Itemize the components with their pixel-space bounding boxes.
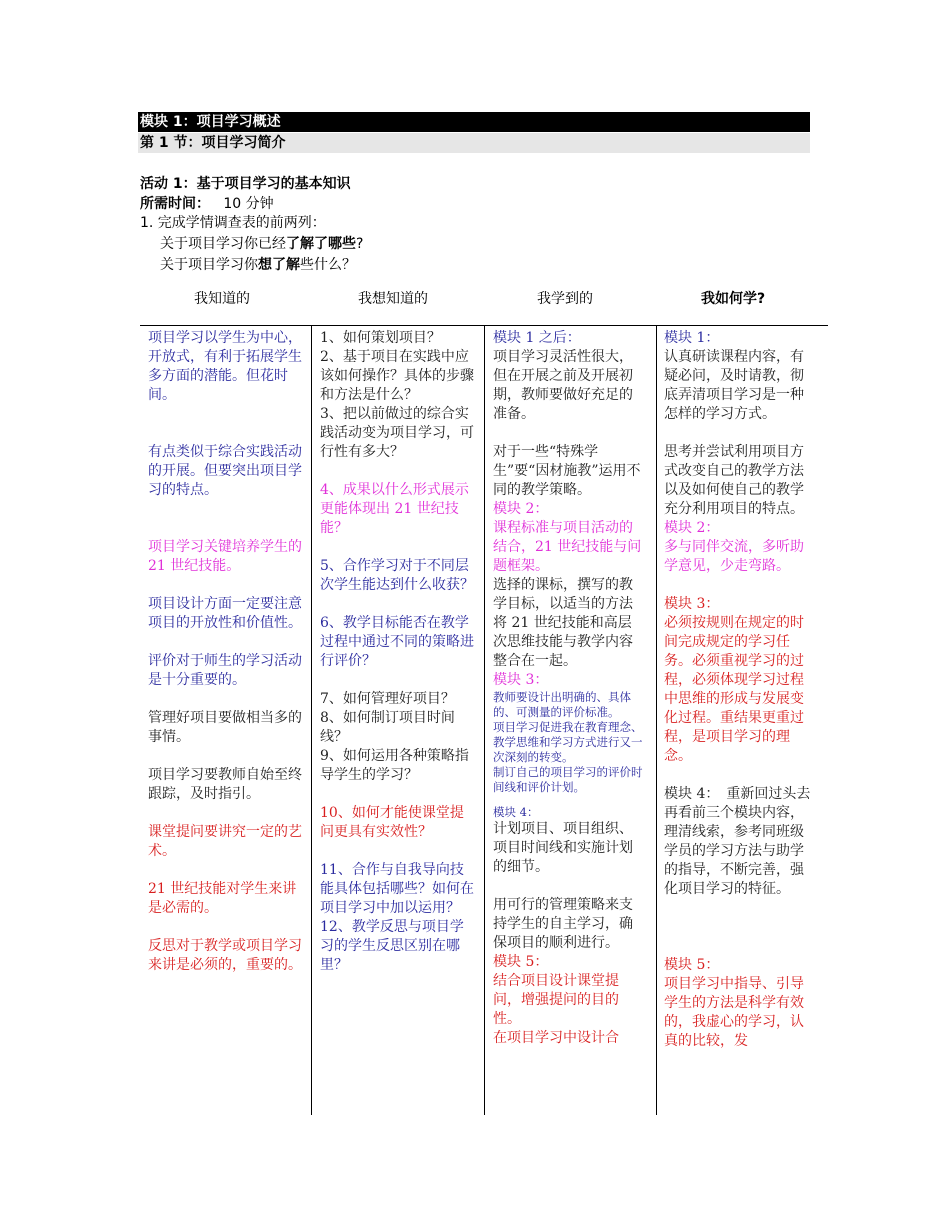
header-want-to-know: 我想知道的	[358, 291, 428, 307]
learned-item: 制订自己的项目学习的评价时间线和评价计划。	[493, 765, 643, 794]
question-1-pre: 关于项目学习你已经	[160, 236, 286, 252]
how-item: 模块 4： 重新回过头去再看前三个模块内容，理清线索，参考同班级学员的学习方法与助学的指导，不断完善，强化项目学习的特征。	[664, 786, 811, 897]
instructions	[140, 213, 363, 276]
section-title-bar: 第 1 节：项目学习简介	[138, 133, 810, 153]
learned-heading: 模块 5：	[493, 954, 549, 970]
how-item: 项目学习中指导、引导学生的方法是科学有效的，我虚心的学习，认真的比较，发	[664, 976, 804, 1049]
learned-item: 选择的课标，撰写的教学目标，以适当的方法将 21 世纪技能和高层次思维技能与教学内容整合在一起。	[493, 577, 633, 669]
module-title-bar: 模块 1：项目学习概述	[138, 112, 810, 132]
learned-heading: 模块 2：	[493, 501, 549, 517]
know-item: 有点类似于综合实践活动的开展。但要突出项目学习的特点。	[148, 444, 302, 498]
learned-item: 对于一些“特殊学生”要“因材施教”运用不同的教学策略。	[493, 444, 641, 498]
know-item: 评价对于师生的学习活动是十分重要的。	[148, 653, 302, 688]
column-divider-2	[484, 325, 485, 1115]
column-want-to-know	[320, 329, 475, 975]
kwl-table-header	[140, 288, 828, 310]
time-label: 所需时间：	[140, 196, 210, 212]
question-item: 5、合作学习对于不同层次学生能达到什么收获？	[320, 558, 474, 593]
learned-heading: 模块 4：	[493, 805, 539, 819]
know-item: 项目学习关键培养学生的 21 世纪技能。	[148, 539, 302, 574]
time-required	[140, 193, 274, 213]
know-item: 项目学习要教师自始至终跟踪，及时指引。	[148, 767, 302, 802]
question-item: 12、教学反思与项目学习的学生反思区别在哪里？	[320, 919, 464, 973]
learned-heading: 模块 3：	[493, 672, 549, 688]
learned-item: 在项目学习中设计合	[493, 1030, 619, 1046]
header-learned: 我学到的	[537, 291, 593, 307]
instruction-line: 1. 完成学情调查表的前两列：	[140, 215, 326, 231]
question-1	[140, 234, 363, 255]
question-item: 9、如何运用各种策略指导学生的学习？	[320, 748, 469, 783]
learned-item: 结合项目设计课堂提问，增强提问的目的性。	[493, 973, 619, 1027]
time-value: 10 分钟	[223, 196, 274, 212]
column-divider-1	[311, 325, 312, 1115]
question-item: 2、基于项目在实践中应该如何操作？具体的步骤和方法是什么？	[320, 349, 474, 403]
know-item: 项目设计方面一定要注意项目的开放性和价值性。	[148, 596, 302, 631]
learned-item: 课程标准与项目活动的结合，21 世纪技能与问题框架。	[493, 520, 642, 574]
question-item: 6、教学目标能否在教学过程中通过不同的策略进行评价？	[320, 615, 474, 669]
header-how-learn: 我如何学?	[701, 291, 766, 307]
column-how-learn	[664, 329, 812, 1051]
learned-item: 教师要设计出明确的、具体的、可测量的评价标准。	[493, 690, 631, 719]
question-item: 3、把以前做过的综合实践活动变为项目学习，可行性有多大？	[320, 406, 474, 460]
how-heading: 模块 2：	[664, 520, 720, 536]
question-2-pre: 关于项目学习你	[160, 257, 258, 273]
learned-item: 项目学习灵活性很大，但在开展之前及开展初期，教师要做好充足的准备。	[493, 349, 633, 422]
know-item: 管理好项目要做相当多的事情。	[148, 710, 302, 745]
column-know	[148, 329, 303, 975]
question-1-post: ?	[356, 236, 364, 252]
learned-heading: 模块 1 之后：	[493, 330, 581, 346]
question-1-bold: 了解了哪些	[286, 236, 356, 252]
activity-title: 活动 1：基于项目学习的基本知识	[140, 176, 351, 192]
how-heading: 模块 5：	[664, 957, 720, 973]
how-heading: 模块 1：	[664, 330, 720, 346]
know-item: 21 世纪技能对学生来讲是必需的。	[148, 881, 297, 916]
know-item: 反思对于教学或项目学习来讲是必须的，重要的。	[148, 938, 302, 973]
question-2	[140, 255, 363, 276]
how-item: 必须按规则在规定的时间完成规定的学习任务。必须重视学习的过程，必须体现学习过程中思维的形成与发展变化过程。重结果更重过程，是项目学习的理念。	[664, 615, 804, 764]
column-divider-3	[656, 325, 657, 1115]
column-learned	[493, 329, 645, 1048]
question-item: 11、合作与自我导向技能具体包括哪些？如何在项目学习中加以运用？	[320, 862, 474, 916]
know-item: 课堂提问要讲究一定的艺术。	[148, 824, 302, 859]
question-2-bold: 想了解	[258, 257, 300, 273]
question-item: 10、如何才能使课堂提问更具有实效性？	[320, 805, 464, 840]
header-know: 我知道的	[194, 291, 250, 307]
how-item: 多与同伴交流，多听助学意见，少走弯路。	[664, 539, 804, 574]
question-item: 7、如何管理好项目？	[320, 691, 455, 707]
question-2-post: 些什么？	[300, 257, 356, 273]
learned-item: 项目学习促进我在教育理念、教学思维和学习方式进行又一次深刻的转变。	[493, 720, 643, 764]
how-heading: 模块 3：	[664, 596, 720, 612]
how-item: 思考并尝试利用项目方式改变自己的教学方法以及如何使自己的教学充分利用项目的特点。	[664, 444, 804, 517]
question-item: 8、如何制订项目时间线？	[320, 710, 455, 745]
learned-item: 计划项目、项目组织、项目时间线和实施计划的细节。	[493, 821, 633, 875]
learned-item: 用可行的管理策略来支持学生的自主学习，确保项目的顺利进行。	[493, 897, 633, 951]
question-item: 1、如何策划项目？	[320, 330, 441, 346]
know-item: 项目学习以学生为中心，开放式，有利于拓展学生多方面的潜能。但花时间。	[148, 330, 302, 403]
how-item: 认真研读课程内容，有疑必问，及时请教，彻底弄清项目学习是一种怎样的学习方式。	[664, 349, 804, 422]
question-item: 4、成果以什么形式展示更能体现出 21 世纪技能？	[320, 482, 469, 536]
